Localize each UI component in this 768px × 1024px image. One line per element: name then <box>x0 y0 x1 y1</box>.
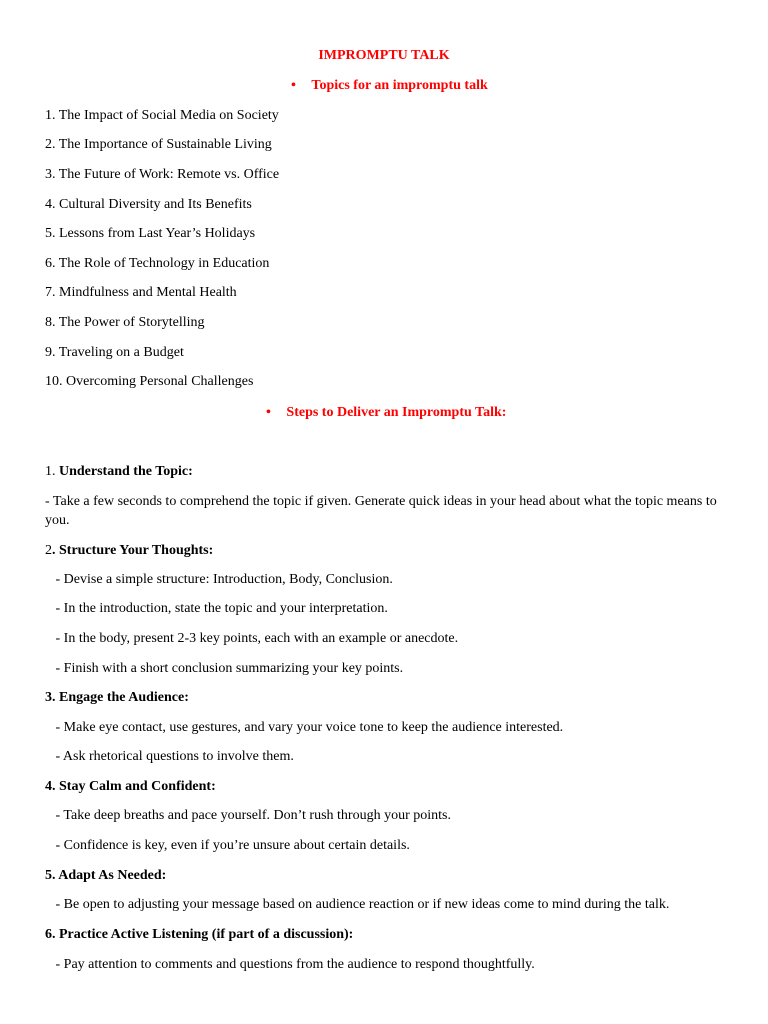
bullet-icon: • <box>291 78 296 93</box>
list-item: 7. Mindfulness and Mental Health <box>45 285 237 300</box>
step-title: Understand the Topic: <box>59 464 193 479</box>
list-item: 2. The Importance of Sustainable Living <box>45 137 272 152</box>
document-title: IMPROMPTU TALK <box>318 48 450 63</box>
step-heading <box>45 690 189 706</box>
step-detail: - In the body, present 2-3 key points, each with an example or anecdote. <box>45 631 459 646</box>
section-steps-heading <box>266 405 506 421</box>
step-heading <box>45 543 213 559</box>
step-heading <box>45 464 193 480</box>
step-detail: - Take a few seconds to comprehend the topic if given. Generate quick ideas in your head about what the topic means to you. <box>45 494 717 528</box>
step-heading <box>45 868 166 884</box>
step-detail: - Make eye contact, use gestures, and vary your voice tone to keep the audience interested. <box>45 720 564 735</box>
bullet-icon: • <box>266 405 271 420</box>
list-item: 8. The Power of Storytelling <box>45 315 205 330</box>
section-topics-heading <box>291 78 488 94</box>
list-item: 1. The Impact of Social Media on Society <box>45 108 279 123</box>
step-number: 2 <box>45 543 52 558</box>
step-heading <box>45 779 216 795</box>
step-heading <box>45 927 353 943</box>
list-item: 6. The Role of Technology in Education <box>45 256 270 271</box>
step-detail: - Take deep breaths and pace yourself. Don’t rush through your points. <box>45 808 451 823</box>
step-title: 5. Adapt As Needed: <box>45 868 167 883</box>
step-title: 3. Engage the Audience: <box>45 690 189 705</box>
step-detail: - Be open to adjusting your message based on audience reaction or if new ideas come to mind during the talk. <box>45 897 670 912</box>
step-detail: - Confidence is key, even if you’re unsure about certain details. <box>45 838 410 853</box>
step-detail: - Devise a simple structure: Introduction, Body, Conclusion. <box>45 572 393 587</box>
list-item: 4. Cultural Diversity and Its Benefits <box>45 197 252 212</box>
list-item: 9. Traveling on a Budget <box>45 345 184 360</box>
step-title: 6. Practice Active Listening (if part of a discussion): <box>45 927 354 942</box>
step-title: 4. Stay Calm and Confident: <box>45 779 216 794</box>
step-detail: - In the introduction, state the topic and your interpretation. <box>45 601 388 616</box>
list-item: 10. Overcoming Personal Challenges <box>45 374 254 389</box>
step-title: . Structure Your Thoughts: <box>52 543 214 558</box>
section-heading-text: Steps to Deliver an Impromptu Talk: <box>286 405 507 420</box>
step-detail: - Pay attention to comments and questions from the audience to respond thoughtfully. <box>45 957 535 972</box>
step-detail: - Finish with a short conclusion summarizing your key points. <box>45 661 404 676</box>
list-item: 3. The Future of Work: Remote vs. Office <box>45 167 280 182</box>
step-number: 1. <box>45 464 59 479</box>
step-detail: - Ask rhetorical questions to involve them. <box>45 749 294 764</box>
section-heading-text: Topics for an impromptu talk <box>311 78 488 93</box>
list-item: 5. Lessons from Last Year’s Holidays <box>45 226 256 241</box>
